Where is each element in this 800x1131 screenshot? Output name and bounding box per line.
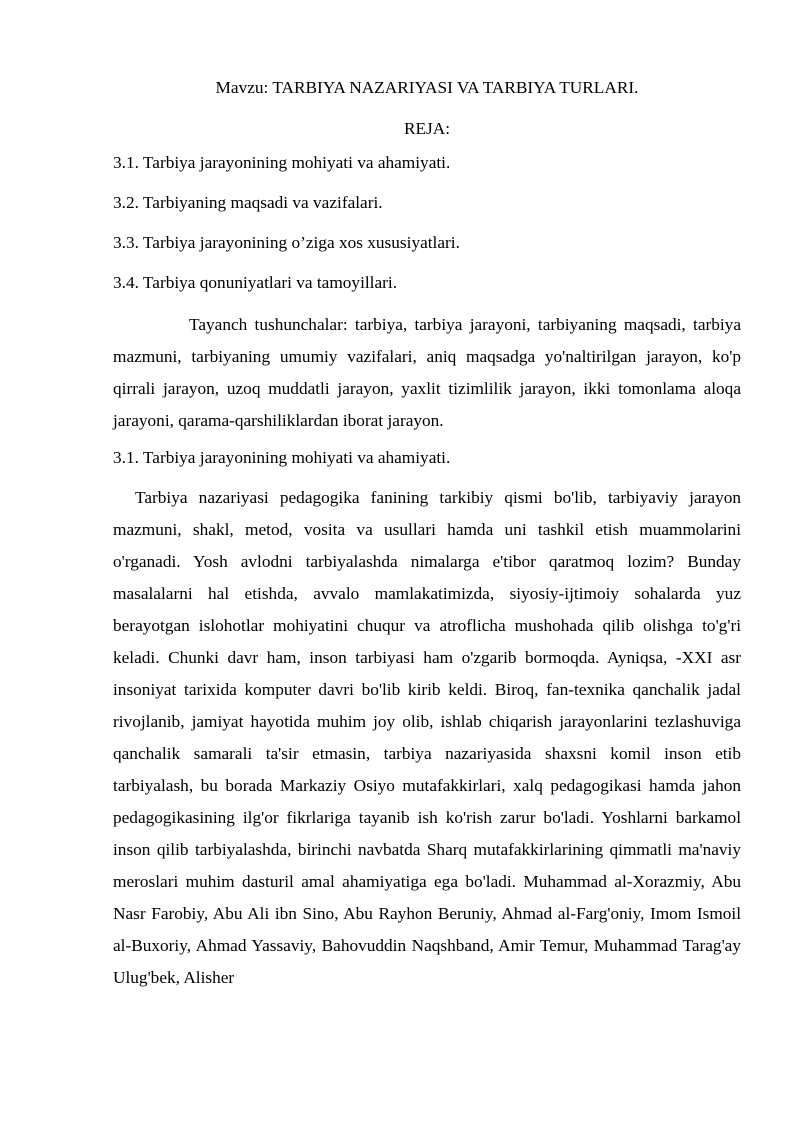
body-paragraph: Tarbiya nazariyasi pedagogika fanining tarkibiy qismi bo'lib, tarbiyaviy jarayon mazmuni, shakl, metod, vosita va usullari hamda uni tashkil etish muammolarini o'rganadi. Yosh avlodni tarbiyalashda nimalarga e'tibor qaratmoq lozim? Bunday masalalarni hal etishda, avvalo mamlakatimizda, siyosiy-ijtimoiy sohalarda yuz berayotgan islohotlar mohiyatini chuqur va atroflicha mushohada qilib olishga to'g'ri keladi. Chunki davr ham, inson tarbiyasi ham o'zgarib bormoqda. Ayniqsa, -XXI asr insoniyat tarixida komputer davri bo'lib kirib keldi. Biroq, fan-texnika qanchalik jadal rivojlanib, jamiyat hayotida muhim joy olib, ishlab chiqarish jarayonlarini tezlashuviga qanchalik samarali ta'sir etmasin, tarbiya nazariyasida shaxsni komil inson etib tarbiyalash, bu borada Markaziy Osiyo mutafakkirlari, xalq pedagogikasi hamda jahon pedagogikasining ilg'or fikrlariga tayanib ish ko'rish zarur bo'ladi. Yoshlarni barkamol inson qilib tarbiyalashda, birinchi navbatda Sharq mutafakkirlarining qimmatli ma'naviy meroslari muhim dasturil amal ahamiyatiga ega bo'ladi. Muhammad al-Xorazmiy, Abu Nasr Farobiy, Abu Ali ibn Sino, Abu Rayhon Beruniy, Ahmad al-Farg'oniy, Imom Ismoil al-Buxoriy, Ahmad Yassaviy, Bahovuddin Naqshband, Amir Temur, Muhammad Tarag'ay Ulug'bek, Alisher: [113, 488, 741, 987]
plan-list: [113, 149, 741, 297]
plan-heading: REJA:: [403, 119, 451, 138]
keywords-paragraph: Tayanch tushunchalar: tarbiya, tarbiya jarayoni, tarbiyaning maqsadi, tarbiya mazmuni, tarbiyaning umumiy vazifalari, aniq maqsadga yo'naltirilgan jarayon, ko'p qirrali jarayon, uzoq muddatli jarayon, yaxlit tizimlilik jarayon, ikki tomonlama aloqa jarayoni, qarama-qarshiliklardan iborat jarayon.: [113, 315, 741, 430]
plan-item: 3.1. Tarbiya jarayonining mohiyati va ahamiyati.: [113, 153, 451, 172]
plan-item: 3.4. Tarbiya qonuniyatlari va tamoyillari.: [113, 273, 398, 292]
plan-item: 3.2. Tarbiyaning maqsadi va vazifalari.: [113, 193, 383, 212]
plan-item: 3.3. Tarbiya jarayonining o’ziga xos xususiyatlari.: [113, 233, 460, 252]
document-title: Mavzu: TARBIYA NAZARIYASI VA TARBIYA TURLARI.: [215, 78, 639, 97]
document-page: [113, 74, 741, 994]
section-heading: 3.1. Tarbiya jarayonining mohiyati va ahamiyati.: [113, 448, 451, 467]
